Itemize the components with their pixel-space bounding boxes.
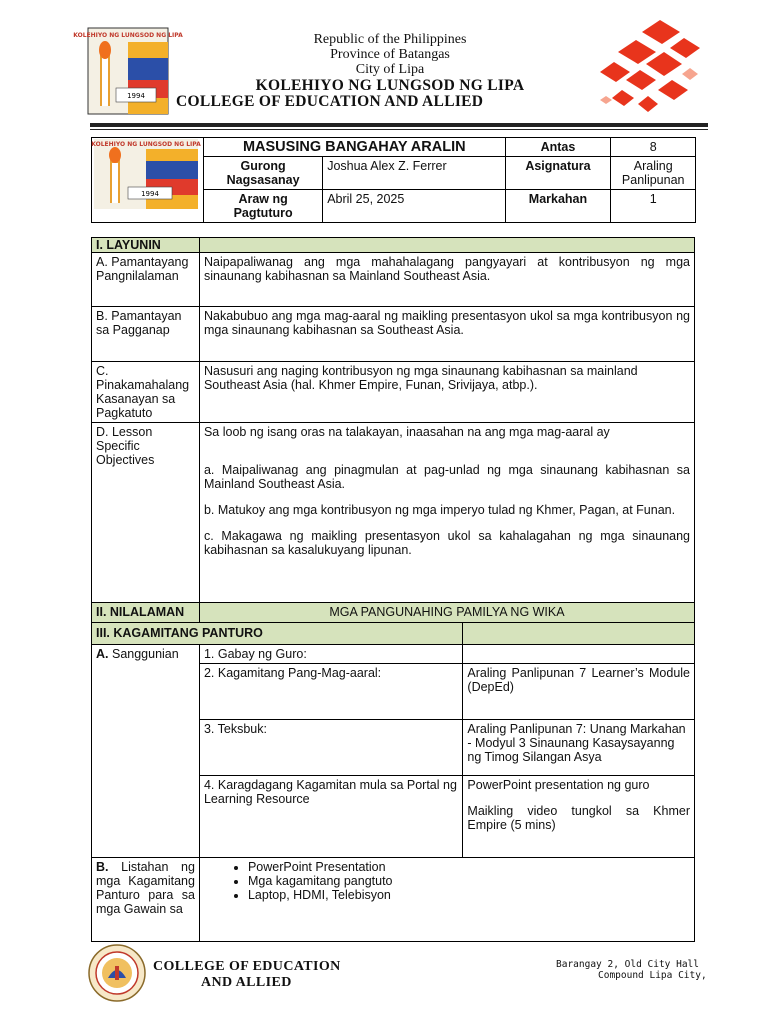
plan-title: MASUSING BANGAHAY ARALIN bbox=[204, 138, 505, 157]
label-pinakamahalang-kasanayan: C. Pinakamahalang Kasanayan sa Pagkatuto bbox=[92, 362, 200, 423]
section-nilalaman: II. NILALAMAN bbox=[92, 603, 200, 623]
karagdagan-item-2: Maikling video tungkol sa Khmer Empire (5 mins) bbox=[467, 804, 690, 832]
karagdagang-kagamitan: 4. Karagdagang Kagamitan mula sa Portal ng Learning Resource bbox=[199, 776, 462, 858]
header-divider-thin bbox=[90, 129, 708, 130]
list-item: • Mga kagamitang pangtuto bbox=[248, 874, 690, 888]
objective-b: b. Matukoy ang mga kontribusyon ng mga imperyo tulad ng Khmer, Pagan, at Funan. bbox=[203, 503, 676, 517]
lesson-plan-table bbox=[91, 237, 695, 942]
svg-text:1994: 1994 bbox=[127, 92, 145, 100]
sanggunian-label-cell bbox=[92, 645, 200, 858]
small-school-logo bbox=[91, 139, 201, 209]
karagdagan-item-1: PowerPoint presentation ng guro bbox=[467, 778, 650, 792]
school-seal-logo bbox=[73, 28, 183, 114]
objective-c: c. Makagawa ng maikling presentasyon ukol sa kahalagahan ng mga sinaunang kabihasnan sa kasalukuyang lipunan. bbox=[203, 529, 690, 557]
guro-label: Gurong Nagsasanay bbox=[204, 157, 323, 190]
label-pamantayang-pangnilalaman: A. Pamantayang Pangnilalaman bbox=[92, 253, 200, 307]
small-logo-cell bbox=[92, 138, 204, 223]
header-college-name: KOLEHIYO NG LUNGSOD NG LIPA bbox=[255, 77, 525, 94]
text-pinakamahalang-kasanayan: Nasusuri ang naging kontribusyon ng mga sinaunang kabihasnan sa mainland Southeast Asia (hal. Khmer Empire, Funan, Srivijaya, atbp.). bbox=[199, 362, 694, 423]
guro-value: Joshua Alex Z. Ferrer bbox=[323, 157, 505, 190]
list-item: • PowerPoint Presentation bbox=[248, 860, 690, 874]
araw-value: Abril 25, 2025 bbox=[323, 190, 505, 223]
kagamitan-list bbox=[204, 860, 690, 902]
section-layunin: I. LAYUNIN bbox=[92, 238, 200, 253]
svg-text:1994: 1994 bbox=[141, 190, 159, 198]
header-divider-thick bbox=[90, 123, 708, 127]
listahan-label-cell bbox=[92, 858, 200, 942]
objectives-intro: Sa loob ng isang oras na talakayan, inaasahan na ang mga mag-aaral ay bbox=[203, 425, 610, 439]
asignatura-value: Araling Panlipunan bbox=[611, 157, 696, 190]
teksbuk-label: 3. Teksbuk: bbox=[199, 720, 462, 776]
red-diamonds-logo bbox=[600, 18, 702, 118]
asignatura-label: Asignatura bbox=[505, 157, 611, 190]
antas-value: 8 bbox=[611, 138, 696, 157]
markahan-value: 1 bbox=[611, 190, 696, 223]
kagamitang-pang-mag-aaral: 2. Kagamitang Pang-Mag-aaral: bbox=[199, 664, 462, 720]
label-lesson-objectives: D. Lesson Specific Objectives bbox=[92, 423, 200, 603]
section-kagamitang-panturo: III. KAGAMITANG PANTURO bbox=[92, 623, 463, 645]
footer-college-line1: COLLEGE OF EDUCATION bbox=[153, 959, 341, 974]
college-seal-icon bbox=[88, 944, 146, 1002]
gabay-ng-guro: 1. Gabay ng Guro: bbox=[199, 645, 462, 664]
nilalaman-value: MGA PANGUNAHING PAMILYA NG WIKA bbox=[199, 603, 694, 623]
footer-address-line1: Barangay 2, Old City Hall bbox=[556, 959, 699, 970]
header-province: Province of Batangas bbox=[330, 47, 450, 62]
objective-a: a. Maipaliwanag ang pinagmulan at pag-unlad ng mga sinaunang kabihasnan sa Mainland Southeast Asia. bbox=[203, 463, 690, 491]
svg-text:KOLEHIYO NG LUNGSOD NG LIPA: KOLEHIYO NG LUNGSOD NG LIPA bbox=[91, 141, 201, 148]
listahan-letter: B. bbox=[96, 860, 109, 874]
footer-address-line2: Compound Lipa City, bbox=[598, 970, 707, 981]
svg-text:KOLEHIYO NG LUNGSOD NG LIPA: KOLEHIYO NG LUNGSOD NG LIPA bbox=[73, 32, 183, 39]
listahan-items-cell bbox=[199, 858, 694, 942]
kagamitang-pang-mag-aaral-value: Araling Panlipunan 7 Learner’s Module (DepEd) bbox=[463, 664, 695, 720]
header-department: COLLEGE OF EDUCATION AND ALLIED bbox=[176, 93, 484, 110]
markahan-label: Markahan bbox=[505, 190, 611, 223]
teksbuk-value: Araling Panlipunan 7: Unang Markahan - Modyul 3 Sinaunang Kasaysayanng ng Timog Silangan Asya bbox=[463, 720, 695, 776]
lesson-info-table bbox=[91, 137, 696, 223]
header-republic: Republic of the Philippines bbox=[313, 32, 467, 47]
sanggunian-letter: A. bbox=[96, 647, 109, 661]
label-pamantayan-sa-pagganap: B. Pamantayan sa Pagganap bbox=[92, 307, 200, 362]
list-item: • Laptop, HDMI, Telebisyon bbox=[248, 888, 690, 902]
text-pamantayan-sa-pagganap: Nakabubuo ang mga mag-aaral ng maikling presentasyon ukol sa mga kontribusyon ng mga sinaunang kabihasnan sa Southeast Asia. bbox=[199, 307, 694, 362]
text-pamantayang-pangnilalaman: Naipapaliwanag ang mga mahahalagang pangyayari at kontribusyon ng mga sinaunang kabihasnan sa Mainland Southeast Asia. bbox=[199, 253, 694, 307]
araw-label: Araw ng Pagtuturo bbox=[204, 190, 323, 223]
sanggunian-label: Sanggunian bbox=[111, 647, 179, 661]
header-city: City of Lipa bbox=[355, 62, 425, 77]
lesson-objectives-cell bbox=[199, 423, 694, 603]
antas-label: Antas bbox=[505, 138, 611, 157]
listahan-label: Listahan ng mga Kagamitang Panturo para sa mga Gawain sa bbox=[96, 860, 195, 916]
karagdagang-kagamitan-value bbox=[463, 776, 695, 858]
footer-college-line2: AND ALLIED bbox=[201, 975, 292, 990]
